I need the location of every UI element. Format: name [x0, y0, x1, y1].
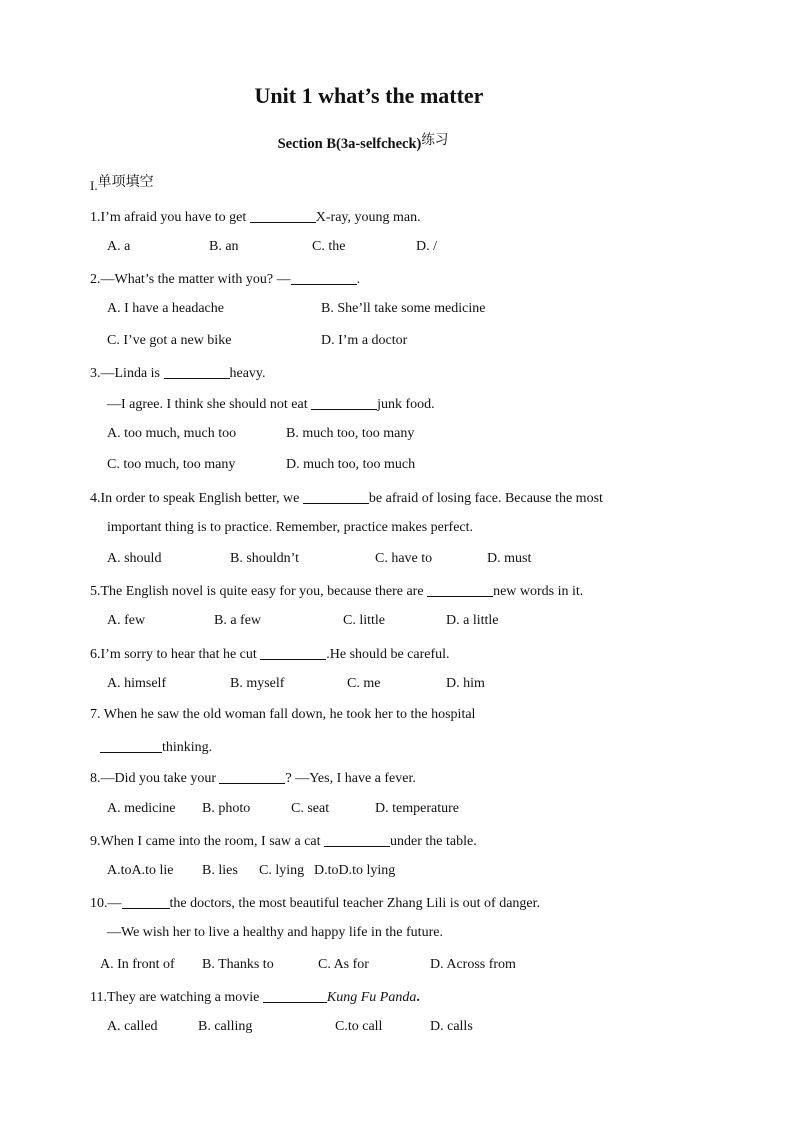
q2-blank[interactable] [291, 270, 357, 285]
q8-option-a[interactable]: A. medicine [107, 801, 176, 816]
q5-blank[interactable] [427, 582, 493, 597]
q6-option-a[interactable]: A. himself [107, 676, 167, 691]
q11-stem-post: . [416, 990, 420, 1005]
question-2-stem [90, 270, 360, 288]
q3-blank-2[interactable] [311, 395, 377, 410]
q4-blank[interactable] [303, 489, 369, 504]
q4-stem-pre: 4.In order to speak English better, we [90, 491, 303, 506]
question-10-line-2: —We wish her to live a healthy and happy life in the future. [107, 925, 443, 940]
q11-blank[interactable] [263, 988, 327, 1003]
q2-option-b[interactable]: B. She’ll take some medicine [321, 301, 486, 316]
q11-option-c[interactable]: C.to call [335, 1019, 383, 1034]
q5-option-a[interactable]: A. few [107, 613, 146, 628]
q2-option-a[interactable]: A. I have a headache [107, 301, 224, 316]
question-9-stem [90, 832, 477, 850]
q6-stem-pre: 6.I’m sorry to hear that he cut [90, 647, 261, 662]
q11-option-b[interactable]: B. calling [198, 1019, 253, 1034]
q2-option-c[interactable]: C. I’ve got a new bike [107, 333, 232, 348]
q10-stem-post: the doctors, the most beautiful teacher Zhang Lili is out of danger. [169, 896, 541, 911]
q8-stem-post: ? —Yes, I have a fever. [285, 771, 416, 786]
q10-option-b[interactable]: B. Thanks to [202, 957, 274, 972]
q9-stem-post: under the table. [390, 834, 477, 849]
q3-stem-post: heavy. [229, 366, 266, 381]
q1-blank[interactable] [250, 208, 316, 223]
question-6-stem [90, 645, 450, 663]
q10-option-a[interactable]: A. In front of [100, 957, 175, 972]
q6-option-d[interactable]: D. him [446, 676, 485, 691]
q3-option-d[interactable]: D. much too, too much [286, 457, 416, 472]
question-1-stem [90, 208, 421, 226]
page-subtitle [0, 128, 726, 153]
question-3-stem [90, 364, 266, 382]
page-title: Unit 1 what’s the matter [254, 83, 484, 108]
q8-option-d[interactable]: D. temperature [375, 801, 459, 816]
q9-option-c[interactable]: C. lying [259, 863, 305, 878]
q4-stem-post: be afraid of losing face. Because the most [368, 491, 603, 506]
q8-option-c[interactable]: C. seat [291, 801, 330, 816]
question-10-stem [90, 894, 540, 912]
q8-blank[interactable] [219, 769, 285, 784]
question-11-stem [90, 988, 420, 1006]
section-label: 单项填空 [97, 174, 154, 190]
q9-blank[interactable] [324, 832, 390, 847]
subtitle-text: Section B(3a-selfcheck) [277, 136, 422, 152]
q7-line2-post: thinking. [162, 740, 213, 755]
q2-stem-pre: 2.—What’s the matter with you? — [90, 272, 291, 287]
q5-option-b[interactable]: B. a few [214, 613, 262, 628]
q8-option-b[interactable]: B. photo [202, 801, 251, 816]
q5-stem-post: new words in it. [493, 584, 584, 599]
question-8-stem [90, 769, 416, 787]
q1-stem-pre: 1.I’m afraid you have to get [90, 210, 250, 225]
q1-option-a[interactable]: A. a [107, 239, 131, 254]
q3-stem-pre: 3.—Linda is [90, 366, 164, 381]
q11-option-a[interactable]: A. called [107, 1019, 158, 1034]
q7-blank[interactable] [100, 738, 162, 753]
q9-option-b[interactable]: B. lies [202, 863, 238, 878]
q9-option-d[interactable]: D.toD.to lying [314, 863, 396, 878]
q9-stem-pre: 9.When I came into the room, I saw a cat [90, 834, 325, 849]
q4-option-c[interactable]: C. have to [375, 551, 433, 566]
q5-option-c[interactable]: C. little [343, 613, 385, 628]
q4-option-d[interactable]: D. must [487, 551, 532, 566]
q5-stem-pre: 5.The English novel is quite easy for you, because there are [90, 584, 428, 599]
q11-stem-pre: 11.They are watching a movie [90, 990, 263, 1005]
q4-option-a[interactable]: A. should [107, 551, 162, 566]
q2-stem-post: . [356, 272, 361, 287]
q3-line2-pre: —I agree. I think she should not eat [107, 397, 312, 412]
q2-option-d[interactable]: D. I’m a doctor [321, 333, 408, 348]
q9-option-a[interactable]: A.toA.to lie [107, 863, 174, 878]
question-4-stem [90, 489, 603, 507]
q6-option-b[interactable]: B. myself [230, 676, 285, 691]
q11-movie-title: Kung Fu Panda [326, 990, 417, 1005]
question-4-line-2: important thing is to practice. Remember, practice makes perfect. [107, 520, 474, 535]
q10-option-d[interactable]: D. Across from [430, 957, 516, 972]
q3-blank[interactable] [164, 364, 230, 379]
section-roman: I. [90, 178, 98, 193]
q10-option-c[interactable]: C. As for [318, 957, 369, 972]
q1-stem-post: X-ray, young man. [315, 210, 421, 225]
q10-stem-pre: 10.— [90, 896, 122, 911]
question-3-line-2 [107, 395, 435, 413]
q4-option-b[interactable]: B. shouldn’t [230, 551, 299, 566]
q1-option-d[interactable]: D. / [416, 239, 437, 254]
q1-option-b[interactable]: B. an [209, 239, 239, 254]
q1-option-c[interactable]: C. the [312, 239, 346, 254]
q6-stem-post: .He should be careful. [326, 647, 450, 662]
q3-option-a[interactable]: A. too much, much too [107, 426, 237, 441]
question-7-stem: 7. When he saw the old woman fall down, he took her to the hospital [90, 707, 476, 722]
q3-line2-post: junk food. [377, 397, 435, 412]
question-7-line-2 [100, 738, 212, 756]
q6-option-c[interactable]: C. me [347, 676, 381, 691]
q10-blank[interactable] [122, 894, 170, 909]
q6-blank[interactable] [260, 645, 326, 660]
q11-option-d[interactable]: D. calls [430, 1019, 473, 1034]
q5-option-d[interactable]: D. a little [446, 613, 499, 628]
q8-stem-pre: 8.—Did you take your [90, 771, 220, 786]
section-heading [90, 171, 154, 194]
question-5-stem [90, 582, 583, 600]
subtitle-cn: 练习 [421, 132, 449, 148]
q3-option-c[interactable]: C. too much, too many [107, 457, 236, 472]
q3-option-b[interactable]: B. much too, too many [286, 426, 415, 441]
